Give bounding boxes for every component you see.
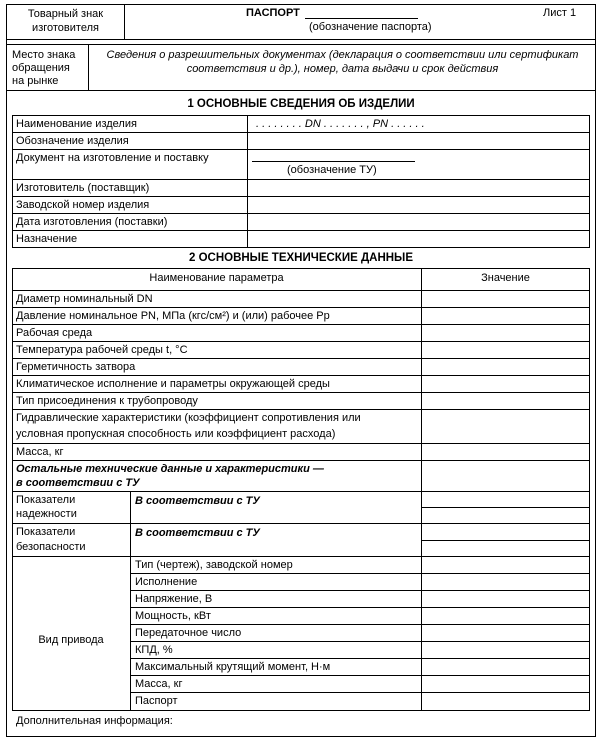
drive-row-mass: Масса, кг (135, 678, 183, 690)
reliability-label-line2: надежности (16, 508, 77, 520)
s2-row-pressure: Давление номинальное PN, МПа (кгс/см²) и (или) рабочее Pр (16, 310, 330, 322)
s2-row-mass: Масса, кг (16, 446, 64, 458)
drive-row-passport: Паспорт (135, 695, 178, 707)
dn-pn-value: . . . . . . . . DN . . . . . . . , PN . . . . . . (256, 118, 425, 130)
s2-row-other-line1: Остальные технические данные и характеристики — (16, 463, 324, 475)
s1-line-2 (12, 149, 590, 150)
s1-line-6 (12, 230, 590, 231)
additional-info-label: Дополнительная информация: (16, 715, 173, 727)
safety-value-split (421, 540, 589, 541)
s2-line-r11 (12, 523, 590, 524)
drive-line-7 (130, 675, 589, 676)
drive-row-torque: Максимальный крутящий момент, Н·м (135, 661, 331, 673)
s2-line-top (12, 268, 590, 269)
drive-line-4 (130, 624, 589, 625)
drive-line-2 (130, 590, 589, 591)
s2-row-hydraulic-line2: условная пропускная способность или коэффициент расхода) (16, 428, 336, 440)
reliability-value-split (421, 507, 589, 508)
market-label-line1: Место знака (12, 49, 76, 61)
s2-line-r12 (12, 556, 590, 557)
s2-row-other-line2: в соответствии с ТУ (16, 477, 140, 489)
drive-row-voltage: Напряжение, В (135, 593, 213, 605)
trademark-label-line1: Товарный знак (27, 8, 104, 20)
tu-underline (252, 161, 415, 162)
drive-row-type: Тип (чертеж), заводской номер (135, 559, 293, 571)
drive-row-version: Исполнение (135, 576, 198, 588)
safety-label-line1: Показатели (16, 526, 76, 538)
s2-row-hydraulic-line1: Гидравлические характеристики (коэффициент сопротивления или (16, 412, 361, 424)
tu-caption: (обозначение ТУ) (287, 164, 377, 176)
s2-row-tightness: Герметичность затвора (16, 361, 136, 373)
s2-line-r1 (12, 307, 590, 308)
s2-row-temperature: Температура рабочей среды t, °С (16, 344, 188, 356)
s1-line-0 (12, 115, 590, 116)
s2-row-medium: Рабочая среда (16, 327, 93, 339)
s2-line-r3 (12, 341, 590, 342)
section2-title: 2 ОСНОВНЫЕ ТЕХНИЧЕСКИЕ ДАННЫЕ (188, 252, 413, 264)
market-info-line2: соответствия и др.), номер, дата выдачи и срок действия (186, 63, 499, 75)
drive-line-8 (130, 692, 589, 693)
s2-line-r4 (12, 358, 590, 359)
s2-line-r6 (12, 392, 590, 393)
s1-left-border (12, 115, 13, 247)
s2-right-border (589, 268, 590, 710)
s1-row-purpose: Назначение (16, 233, 78, 245)
trademark-label-line2: изготовителя (32, 22, 99, 34)
s1-row-date: Дата изготовления (поставки) (16, 216, 168, 228)
market-top-line (7, 44, 595, 45)
safety-value: В соответствии с ТУ (135, 527, 260, 539)
reliability-label-line1: Показатели (16, 494, 76, 506)
s1-line-3 (12, 179, 590, 180)
drive-line-3 (130, 607, 589, 608)
s1-line-1 (12, 132, 590, 133)
s2-row-climate: Климатическое исполнение и параметры окружающей среды (16, 378, 330, 390)
s2-row-connection: Тип присоединения к трубопроводу (16, 395, 198, 407)
s1-right-border (589, 115, 590, 247)
s2-line-r2 (12, 324, 590, 325)
reliability-value: В соответствии с ТУ (135, 495, 260, 507)
s2-line-r10 (12, 491, 590, 492)
s1-row-document: Документ на изготовление и поставку (16, 152, 209, 164)
designation-caption: (обозначение паспорта) (309, 21, 432, 33)
s2-line-bottom (12, 710, 590, 711)
s1-line-5 (12, 213, 590, 214)
section1-title: 1 ОСНОВНЫЕ СВЕДЕНИЯ ОБ ИЗДЕЛИИ (187, 98, 415, 110)
drive-row-power: Мощность, кВт (135, 610, 211, 622)
market-bottom-line (7, 90, 595, 91)
sheet-number: Лист 1 (543, 7, 577, 19)
s1-row-product-designation: Обозначение изделия (16, 135, 129, 147)
safety-label-line2: безопасности (16, 541, 86, 553)
col-value-header: Значение (481, 272, 530, 284)
s2-line-r5 (12, 375, 590, 376)
drive-line-1 (130, 573, 589, 574)
s1-line-7 (12, 247, 590, 248)
s1-mid-border (247, 115, 248, 247)
market-label-line2: обращения (12, 62, 70, 74)
drive-line-6 (130, 658, 589, 659)
col-param-header: Наименование параметра (149, 272, 284, 284)
designation-underline (305, 18, 418, 19)
s2-value-divider (421, 268, 422, 710)
header-divider (124, 5, 125, 39)
s2-row-dn: Диаметр номинальный DN (16, 293, 153, 305)
market-info-line1: Сведения о разрешительных документах (декларация о соответствии или сертификат (106, 49, 579, 61)
drive-row-gear-ratio: Передаточное число (135, 627, 242, 639)
drive-line-5 (130, 641, 589, 642)
market-label-line3: на рынке (12, 75, 59, 87)
market-divider (88, 44, 89, 90)
drive-row-efficiency: КПД, % (135, 644, 173, 656)
s2-line-r9 (12, 460, 590, 461)
drive-label: Вид привода (38, 634, 104, 646)
s2-line-header (12, 290, 590, 291)
passport-form (6, 4, 596, 737)
s1-line-4 (12, 196, 590, 197)
s2-line-r8 (12, 443, 590, 444)
s1-row-product-name: Наименование изделия (16, 118, 137, 130)
s1-row-serial-number: Заводской номер изделия (16, 199, 150, 211)
s2-line-r7 (12, 409, 590, 410)
page-title: ПАСПОРТ (246, 7, 300, 19)
header-bottom-line (7, 39, 595, 40)
s1-row-manufacturer: Изготовитель (поставщик) (16, 182, 150, 194)
